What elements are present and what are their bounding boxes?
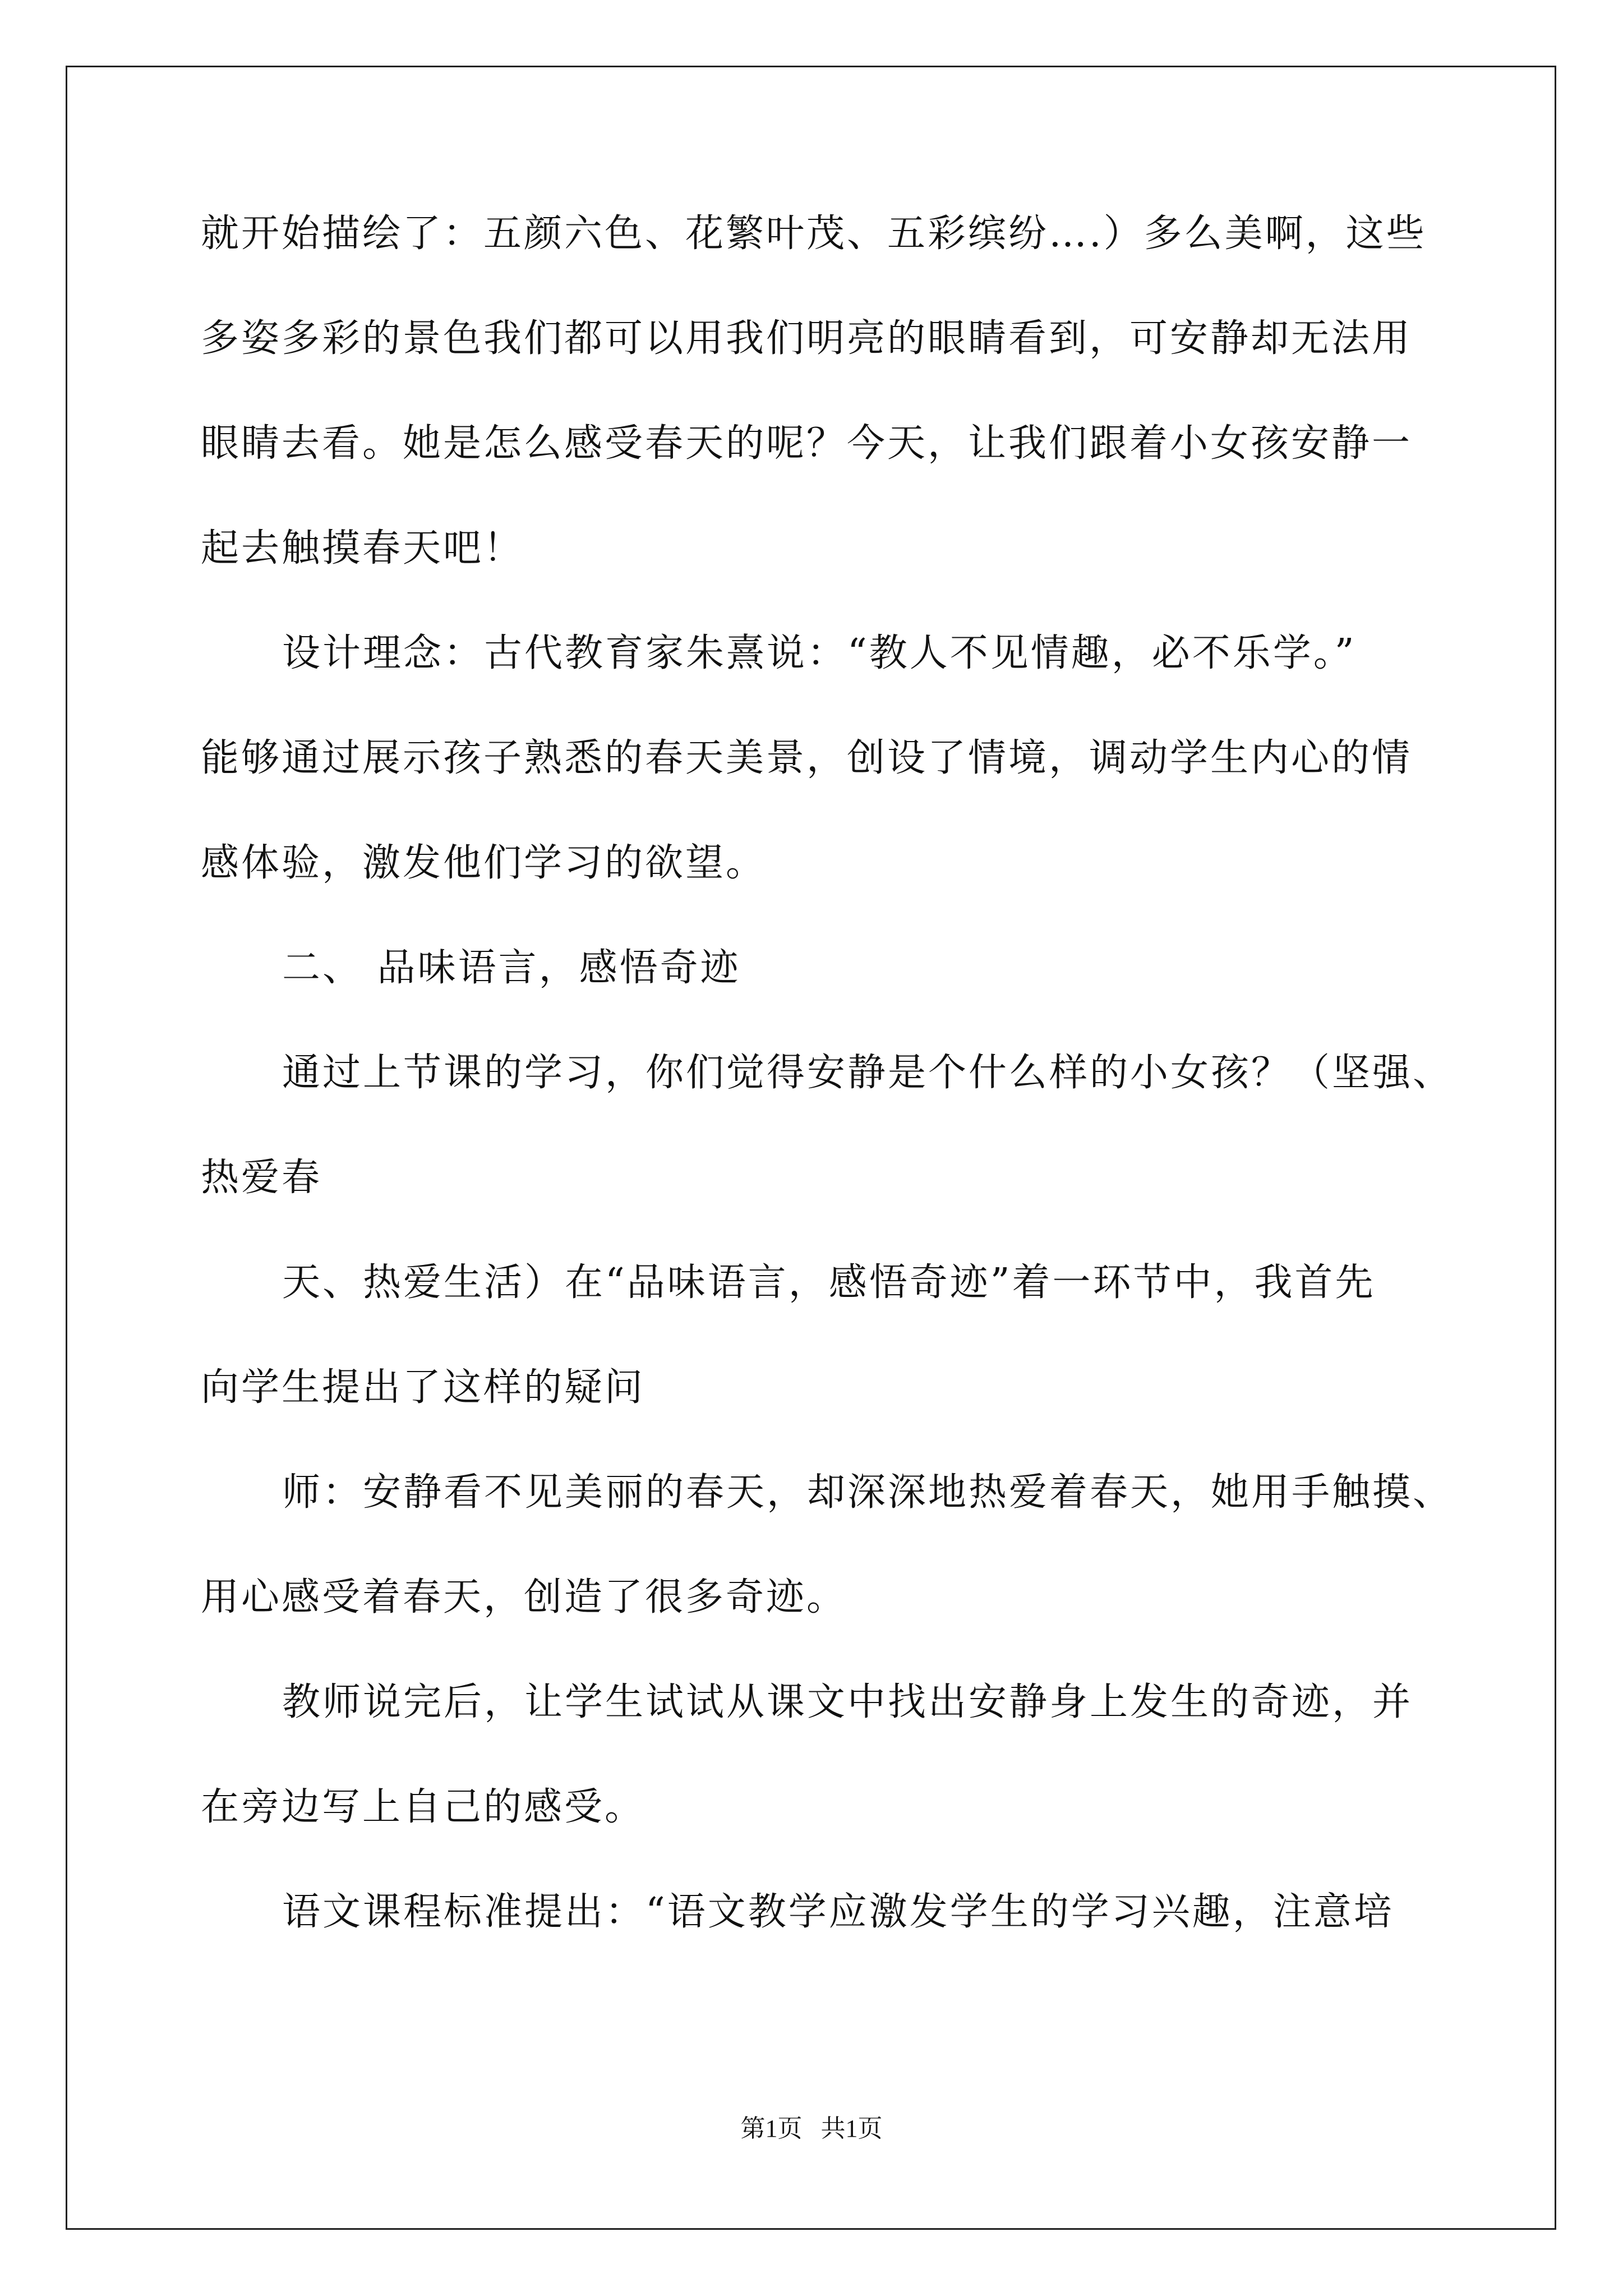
text-line: 向学生提出了这样的疑问 (201, 1365, 645, 1410)
text-line: 感体验，激发他们学习的欲望。 (201, 841, 767, 885)
paragraph-first-line: 教师说完后，让学生试试从课文中找出安静身上发生的奇迹，并 (282, 1680, 1413, 1724)
paragraph-first-line: 语文课程标准提出：“语文教学应激发学生的学习兴趣，注意培 (282, 1890, 1394, 1934)
paragraph-first-line: 通过上节课的学习，你们觉得安静是个什么样的小女孩？（坚强、 (282, 1051, 1454, 1095)
text-line: 能够通过展示孩子熟悉的春天美景，创设了情境，调动学生内心的情 (201, 736, 1413, 780)
text-line: 用心感受着春天，创造了很多奇迹。 (201, 1575, 847, 1619)
section-heading: 二、 品味语言，感悟奇迹 (282, 946, 741, 990)
paragraph-first-line: 师：安静看不见美丽的春天，却深深地热爱着春天，她用手触摸、 (282, 1470, 1454, 1515)
text-line: 起去触摸春天吧！ (201, 526, 524, 570)
text-line: 就开始描绘了：五颜六色、花繁叶茂、五彩缤纷….）多么美啊，这些 (201, 211, 1427, 256)
paragraph-first-line: 设计理念：古代教育家朱熹说：“教人不见情趣，必不乐学。” (282, 631, 1357, 675)
text-line: 多姿多彩的景色我们都可以用我们明亮的眼睛看到，可安静却无法用 (201, 316, 1413, 361)
text-line: 热爱春 (201, 1156, 322, 1200)
paragraph-first-line: 天、热爱生活）在“品味语言，感悟奇迹”着一环节中，我首先 (282, 1260, 1376, 1305)
page-number-footer: 第1页 共1页 (740, 2115, 883, 2142)
text-line: 在旁边写上自己的感受。 (201, 1785, 645, 1829)
text-line: 眼睛去看。她是怎么感受春天的呢？今天，让我们跟着小女孩安静一 (201, 421, 1413, 466)
